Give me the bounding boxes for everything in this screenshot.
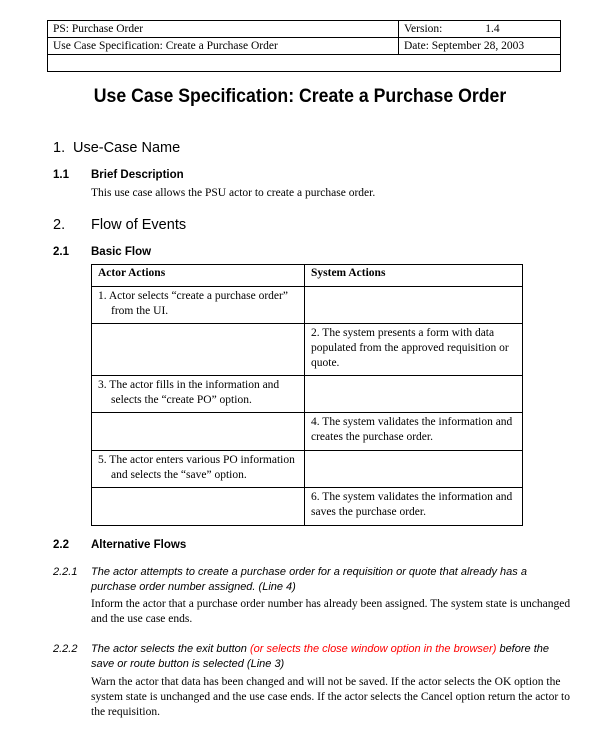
section-2-2-number: 2.2 [53, 539, 69, 551]
version-label: Version: [404, 23, 443, 35]
empty-header-row [48, 55, 561, 72]
actor-cell [92, 413, 305, 451]
version-value: 1.4 [485, 23, 500, 35]
alt-flow-1-heading: The actor attempts to create a purchase order for a requisition or quote that already has a purchase order number assigned. (Line 4) [91, 566, 527, 593]
spec-cell: Use Case Specification: Create a Purchase Order [48, 38, 399, 55]
version-cell [399, 21, 561, 38]
actor-cell: 3. The actor fills in the information and selects the “create PO” option. [92, 376, 305, 413]
system-cell [305, 376, 523, 413]
section-1-number: 1. [53, 140, 66, 156]
alt-flow-2-highlight: (or selects the close window option in the browser) [249, 643, 497, 655]
table-row [92, 324, 523, 376]
section-1-1-title: Brief Description [91, 169, 184, 181]
document-title: Use Case Specification: Create a Purchase Order [93, 86, 507, 107]
basic-flow-table [91, 264, 523, 526]
section-2-2-title: Alternative Flows [91, 539, 187, 551]
ps-cell: PS: Purchase Order [48, 21, 399, 38]
alt-flow-1-number: 2.2.1 [53, 566, 78, 578]
table-row [92, 413, 523, 451]
alt-flow-2-heading: The actor selects the exit button (or selects the close window option in the browser) before the save or route button is selected (Line 3) [91, 643, 549, 670]
section-2-title: Flow of Events [91, 217, 187, 233]
system-cell: 2. The system presents a form with data populated from the approved requisition or quote. [305, 324, 523, 376]
alt-flow-2-number: 2.2.2 [53, 643, 78, 655]
document-header-table [47, 20, 561, 72]
table-row [92, 488, 523, 526]
date-cell: Date: September 28, 2003 [399, 38, 561, 55]
actor-actions-header: Actor Actions [92, 265, 305, 287]
actor-cell: 5. The actor enters various PO information and selects the “save” option. [92, 451, 305, 488]
table-row [92, 451, 523, 488]
alt-flow-2-text: Warn the actor that data has been changed and will not be saved. If the actor selects the OK option the system state is unchanged and the use case ends. If the actor selects the Cancel option return the actor to the requisition. [91, 676, 571, 718]
section-1-title: Use-Case Name [73, 140, 181, 156]
actor-cell [92, 488, 305, 526]
actor-cell [92, 324, 305, 376]
table-row [92, 287, 523, 324]
section-1-1-number: 1.1 [53, 169, 69, 181]
system-cell: 4. The system validates the information and creates the purchase order. [305, 413, 523, 451]
system-cell [305, 287, 523, 324]
section-2-number: 2. [53, 217, 66, 233]
table-row [92, 376, 523, 413]
section-2-1-number: 2.1 [53, 246, 69, 258]
section-2-1-title: Basic Flow [91, 246, 152, 258]
system-cell: 6. The system validates the information and saves the purchase order. [305, 488, 523, 526]
actor-cell: 1. Actor selects “create a purchase order” from the UI. [92, 287, 305, 324]
brief-description-text: This use case allows the PSU actor to create a purchase order. [91, 187, 376, 199]
system-actions-header: System Actions [305, 265, 523, 287]
system-cell [305, 451, 523, 488]
alt-flow-1-text: Inform the actor that a purchase order number has already been assigned. The system state is unchanged and the use case ends. [91, 598, 571, 625]
